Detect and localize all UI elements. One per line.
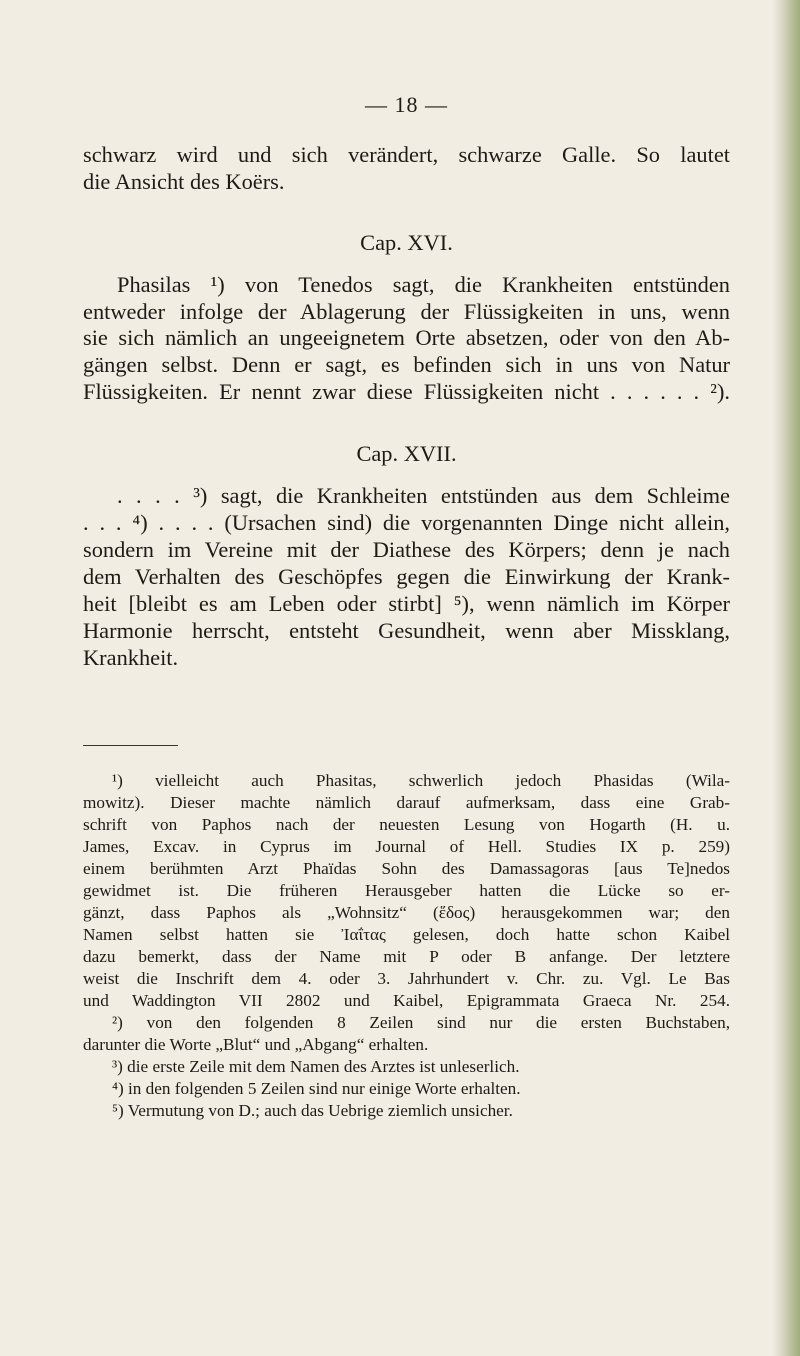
footnote-line: mowitz). Dieser machte nämlich darauf aufmerksam, dass eine Grab- <box>83 793 730 812</box>
page-edge <box>772 0 800 1356</box>
footnote-line: darunter die Worte „Blut“ und „Abgang“ erhalten. <box>83 1035 429 1054</box>
body-line: heit [bleibt es am Leben oder stirbt] ⁵), wenn nämlich im Körper <box>83 591 730 616</box>
body-line: . . . ⁴) . . . . (Ursachen sind) die vorgenannten Dinge nicht allein, <box>83 510 730 535</box>
footnote-line: gänzt, dass Paphos als „Wohnsitz“ (ἕδος) herausgekommen war; den <box>83 903 730 922</box>
footnote-line: gewidmet ist. Die früheren Herausgeber hatten die Lücke so er- <box>83 881 730 900</box>
footnote-line: ³) die erste Zeile mit dem Namen des Arztes ist unleserlich. <box>112 1057 520 1076</box>
body-line: die Ansicht des Koërs. <box>83 169 285 194</box>
footnote-line: ¹) vielleicht auch Phasitas, schwerlich jedoch Phasidas (Wila- <box>112 771 730 790</box>
body-line: entweder infolge der Ablagerung der Flüssigkeiten in uns, wenn <box>83 299 730 324</box>
footnote-rule <box>83 745 178 746</box>
footnote-line: weist die Inschrift dem 4. oder 3. Jahrhundert v. Chr. zu. Vgl. Le Bas <box>83 969 730 988</box>
page-number: — 18 — <box>365 92 448 117</box>
footnote-line: ²) von den folgenden 8 Zeilen sind nur die ersten Buchstaben, <box>112 1013 730 1032</box>
body-line: dem Verhalten des Geschöpfes gegen die Einwirkung der Krank- <box>83 564 730 589</box>
body-line: gängen selbst. Denn er sagt, es befinden sich in uns von Natur <box>83 352 730 377</box>
body-line: sondern im Vereine mit der Diathese des Körpers; denn je nach <box>83 537 730 562</box>
body-line: sie sich nämlich an ungeeignetem Orte absetzen, oder von den Ab- <box>83 325 730 350</box>
body-line: schwarz wird und sich verändert, schwarze Galle. So lautet <box>83 142 730 167</box>
footnote-line: ⁴) in den folgenden 5 Zeilen sind nur einige Worte erhalten. <box>112 1079 521 1098</box>
chapter-heading-16: Cap. XVI. <box>360 230 453 255</box>
body-line: Krankheit. <box>83 645 179 670</box>
footnote-line: Namen selbst hatten sie Ἰαΐτας gelesen, doch hatte schon Kaibel <box>83 925 730 944</box>
footnote-line: einem berühmten Arzt Phaïdas Sohn des Damassagoras [aus Te]nedos <box>83 859 730 878</box>
footnote-line: dazu bemerkt, dass der Name mit P oder B anfange. Der letztere <box>83 947 730 966</box>
footnote-line: und Waddington VII 2802 und Kaibel, Epigrammata Graeca Nr. 254. <box>83 991 730 1010</box>
body-line: Flüssigkeiten. Er nennt zwar diese Flüssigkeiten nicht . . . . . . ²). <box>83 379 730 404</box>
footnote-line: James, Excav. in Cyprus im Journal of Hell. Studies IX p. 259) <box>83 837 730 856</box>
body-line: Phasilas ¹) von Tenedos sagt, die Krankheiten entstünden <box>117 272 730 297</box>
chapter-heading-17: Cap. XVII. <box>356 441 457 466</box>
footnote-line: schrift von Paphos nach der neuesten Lesung von Hogarth (H. u. <box>83 815 730 834</box>
footnote-line: ⁵) Vermutung von D.; auch das Uebrige ziemlich unsicher. <box>112 1101 513 1120</box>
body-line: Harmonie herrscht, entsteht Gesundheit, wenn aber Missklang, <box>83 618 730 643</box>
body-line: . . . . ³) sagt, die Krankheiten entstünden aus dem Schleime <box>117 483 730 508</box>
